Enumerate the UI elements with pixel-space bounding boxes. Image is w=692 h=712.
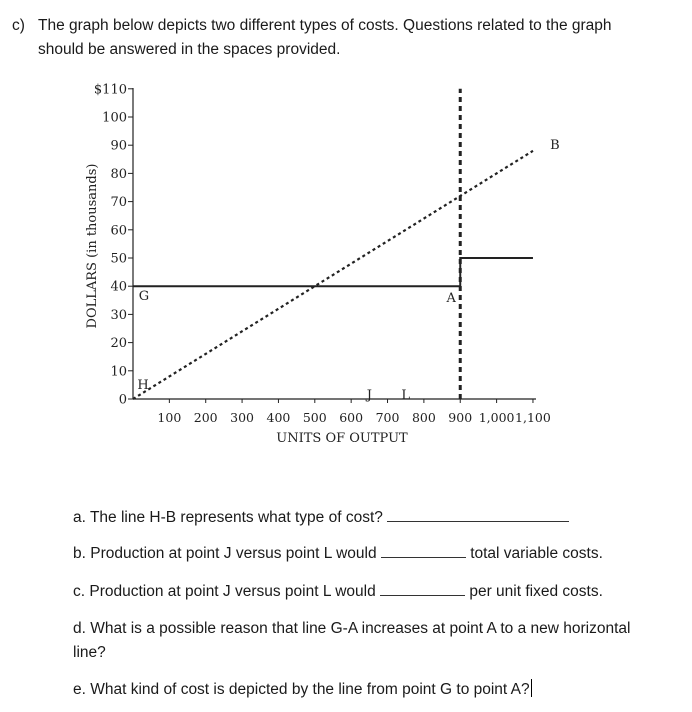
question-c-text: c. Production at point J versus point L would <box>73 583 376 600</box>
point-label-j: J <box>366 388 372 403</box>
y-tick-label: 100 <box>102 110 127 126</box>
x-tick-label: 1,100 <box>515 410 551 425</box>
y-tick-label: 90 <box>110 138 127 154</box>
x-tick-label: 500 <box>302 410 327 425</box>
question-d <box>73 617 673 665</box>
y-tick-label: 10 <box>110 364 127 380</box>
y-tick-label: 20 <box>110 336 127 352</box>
question-c <box>73 579 603 604</box>
point-label-l: L <box>401 388 411 403</box>
text-cursor[interactable] <box>531 679 532 697</box>
question-e-text: e. What kind of cost is depicted by the line from point G to point A? <box>73 681 530 698</box>
y-tick-label: 0 <box>118 392 127 408</box>
x-tick-label: 300 <box>230 410 255 425</box>
answer-c-blank[interactable] <box>380 579 465 596</box>
x-tick-label: 200 <box>193 410 218 425</box>
series-line-ga <box>133 258 533 286</box>
x-axis-label: UNITS OF OUTPUT <box>276 431 408 446</box>
y-tick-label: 40 <box>110 279 127 295</box>
question-b-text: b. Production at point J versus point L would <box>73 545 377 562</box>
x-tick-label: 600 <box>339 410 364 425</box>
y-axis-label: DOLLARS (in thousands) <box>85 163 100 329</box>
point-label-h: H <box>137 378 149 393</box>
point-label-g: G <box>138 289 150 305</box>
y-tick-label: 30 <box>110 307 127 323</box>
point-label-a: A <box>446 291 456 307</box>
x-tick-label: 100 <box>157 410 182 425</box>
question-e <box>73 678 532 702</box>
y-tick-label: 50 <box>110 251 127 267</box>
question-a <box>73 505 569 530</box>
answer-a-blank[interactable] <box>387 505 569 522</box>
x-tick-label: 800 <box>411 410 436 425</box>
answer-b-blank[interactable] <box>381 541 466 558</box>
intro-label: c) <box>12 17 25 34</box>
question-a-text: a. The line H-B represents what type of cost? <box>73 509 383 526</box>
y-tick-label: 60 <box>110 223 127 239</box>
y-tick-label: $110 <box>93 82 127 98</box>
question-b-suffix: total variable costs. <box>470 545 603 562</box>
intro-text-line2: should be answered in the spaces provided. <box>38 41 341 58</box>
x-tick-label: 900 <box>448 410 473 425</box>
question-b <box>73 541 603 566</box>
point-label-b: B <box>550 137 560 153</box>
intro-text-line1: The graph below depicts two different types of costs. Questions related to the graph <box>38 17 612 34</box>
x-tick-label: 400 <box>266 410 291 425</box>
x-tick-label: 1,000 <box>478 410 515 425</box>
question-c-suffix: per unit fixed costs. <box>469 583 603 600</box>
y-tick-label: 70 <box>110 195 127 211</box>
question-d-line1: d. What is a possible reason that line G-A increases at point A to a new horizontal <box>73 620 631 637</box>
series-line-hb <box>133 151 533 399</box>
y-tick-label: 80 <box>110 166 127 182</box>
x-tick-label: 700 <box>375 410 400 425</box>
question-d-line2: line? <box>73 644 106 661</box>
